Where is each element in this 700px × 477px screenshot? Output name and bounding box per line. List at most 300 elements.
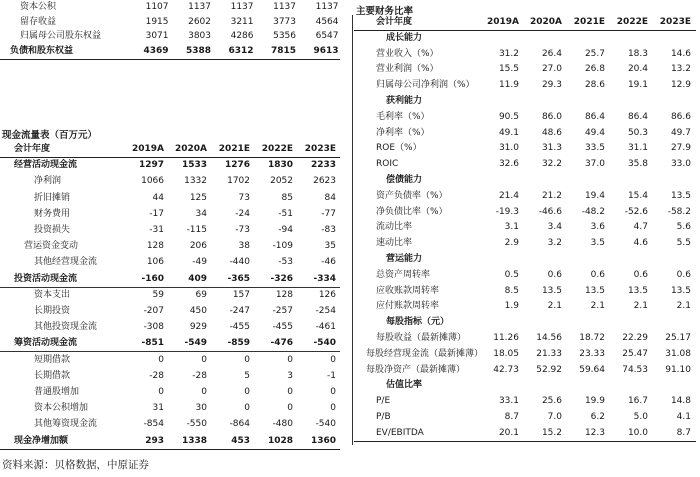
cell-value: 52.92 [536,364,562,375]
row-label: 速动比率 [376,238,413,249]
table-row [0,369,340,384]
header-year: 2022E [261,144,293,154]
table-row [0,255,340,270]
row-label: 财务费用 [34,208,71,219]
cell-value: -115 [186,225,207,235]
table-row [0,385,340,400]
table-row [354,394,696,409]
cell-value: -851 [141,338,164,349]
cell-value: 409 [188,273,207,284]
cell-value: 13.5 [670,190,691,201]
cell-value: -28 [192,370,207,381]
header-year: 2022E [616,17,648,27]
cell-value: 0 [158,354,164,365]
cell-value: -46.6 [538,206,562,217]
cell-value: 157 [232,289,250,300]
table-row [0,272,340,288]
cell-value: 0.6 [676,269,691,280]
cell-value: 0.6 [633,269,648,280]
cell-value: 5 [244,370,250,381]
cell-value: 12.9 [670,80,691,91]
cell-value: 9613 [313,45,339,56]
table-row [354,284,696,299]
cell-value: 8.7 [676,427,691,438]
cell-value: -540 [315,419,336,430]
cell-value: -52.6 [624,206,648,217]
row-label: 长期投资 [34,306,71,316]
table-row [354,426,696,442]
table-row [354,268,696,283]
ratios-table [354,15,698,445]
table-row [354,157,696,172]
cell-value: 31.3 [541,143,562,154]
row-label: 净利率（%） [376,127,430,138]
cell-value: 293 [145,435,164,446]
table-row [354,189,696,204]
header-year: 2021E [573,17,605,27]
cell-value: 3 [287,370,293,381]
cell-value: -109 [272,241,293,252]
cell-value: 0 [201,387,207,397]
ratios-title: 主要财务比率 [356,6,414,17]
row-label: 资本公积增加 [34,403,89,414]
row-label: 营运能力 [386,254,423,264]
row-label: 估值比率 [386,380,423,391]
cell-value: 1338 [181,435,207,446]
cell-value: 10.0 [627,427,648,438]
cell-value: 16.7 [627,396,648,407]
cell-value: 5.6 [676,222,691,233]
table-row [354,315,696,330]
cell-value: 4.6 [633,238,648,249]
cell-value: -17 [149,208,164,219]
cell-value: 5356 [273,31,296,41]
cell-value: 1915 [145,16,169,27]
table-row [0,304,340,319]
cell-value: 86.4 [627,111,648,122]
cell-value: 1533 [181,160,207,171]
cell-value: -247 [229,306,250,316]
row-label: 偿债能力 [386,175,423,185]
cell-value: 3.6 [590,222,605,233]
cell-value: 15.2 [541,427,562,438]
cell-value: 69 [195,289,207,300]
row-label: P/E [376,396,391,407]
cell-value: 18.3 [627,48,648,59]
row-label: 现金净增加额 [14,435,69,446]
cell-value: -58.2 [667,206,691,217]
cell-value: 1297 [138,160,164,171]
cell-value: 85 [281,192,293,203]
row-label: 其他投资现金流 [34,322,98,333]
table-row [354,31,696,46]
table-row [354,62,696,77]
cell-value: -365 [227,273,250,284]
cell-value: 32.2 [541,159,562,170]
cell-value: 25.6 [541,396,562,407]
cell-value: 2.1 [633,301,648,312]
row-label: 投资损失 [34,225,71,235]
cell-value: 4.7 [633,222,648,233]
cell-value: -53 [278,257,293,268]
cell-value: 90.5 [498,111,519,122]
cell-value: 29.3 [541,80,562,91]
cell-value: 0 [287,354,293,365]
row-label: 获利能力 [386,96,423,106]
header-year: 2019A [486,17,519,27]
cell-value: 6.2 [590,412,605,422]
header-year: 2020A [174,144,207,154]
cell-value: 128 [146,241,164,252]
table-row [354,126,696,141]
cell-value: -476 [270,338,293,349]
cell-value: 21.33 [536,348,562,359]
cell-value: 0 [330,354,336,365]
cell-value: 25.47 [622,348,648,359]
cell-value: -480 [272,419,293,430]
cell-value: 15.5 [498,64,519,75]
row-label: 净负债比率（%） [376,206,448,217]
cell-value: 126 [318,289,336,300]
table-row [0,158,340,173]
row-label: 普通股增加 [34,387,80,397]
cell-value: 4369 [143,45,169,56]
cell-value: -46 [321,257,336,268]
table-row [354,94,696,109]
row-label: 成长能力 [386,32,423,43]
row-label: 每股指标（元） [386,317,450,328]
cell-value: 5.5 [676,238,691,249]
row-label: 筹资活动现金流 [14,338,78,349]
cell-value: 25.17 [665,333,691,343]
footer-source: 资料来源：贝格数据，中原证券 [2,459,149,471]
cell-value: 0.5 [504,269,519,280]
cell-value: 125 [189,192,207,203]
cell-value: 0 [287,403,293,414]
cell-value: 35.8 [627,159,648,170]
row-label: 投资活动现金流 [14,273,78,284]
table-row [0,239,340,254]
table-row [0,44,340,60]
row-label: P/B [376,412,391,422]
cell-value: 0 [201,354,207,365]
cell-value: 4.1 [676,412,691,422]
cell-value: 20.4 [627,64,648,75]
table-row [354,252,696,267]
table-row [0,15,340,30]
row-label: 应收账款周转率 [376,285,440,296]
cell-value: 31.2 [498,48,519,59]
cell-value: -77 [321,208,336,219]
cell-value: 49.4 [584,127,605,138]
cell-value: 8.7 [504,412,519,422]
cell-value: -73 [235,225,250,235]
cell-value: 0 [287,387,293,397]
cell-value: 3.2 [547,238,562,249]
cell-value: -455 [229,322,250,333]
cell-value: 42.73 [493,364,519,375]
cell-value: -854 [143,419,164,430]
header-year: 2021E [218,144,250,154]
cell-value: 12.3 [584,427,605,438]
cell-value: 22.29 [622,333,648,343]
table-row [354,331,696,346]
cell-value: 1360 [310,435,336,446]
cell-value: 13.5 [584,285,605,296]
cell-value: -550 [186,419,207,430]
cell-value: 1028 [267,435,293,446]
row-label: 营业利润（%） [376,64,439,75]
cell-value: -326 [270,273,293,284]
cell-value: -864 [229,419,250,430]
cell-value: -83 [321,225,336,235]
cell-value: 1137 [188,2,211,12]
cell-value: 59 [152,289,164,300]
header-year: 2019A [131,144,164,154]
row-label: 应付账款周转率 [376,301,440,312]
cell-value: -254 [315,306,336,316]
table-row [0,320,340,335]
cell-value: 20.1 [498,427,519,438]
cell-value: 31.08 [665,348,691,359]
cell-value: 86.0 [541,111,562,122]
cell-value: 2.1 [590,301,605,312]
table-row [354,347,696,362]
table-row [354,410,696,425]
cell-value: 6547 [315,31,339,41]
cell-value: -461 [315,322,336,333]
row-label: 经营活动现金流 [14,160,78,171]
cell-value: 1702 [227,176,250,187]
cell-value: 31 [152,403,164,414]
row-label: 营业收入（%） [376,48,439,59]
table-row [354,236,696,251]
cell-value: 8.5 [504,285,519,296]
header-year: 2023E [659,17,691,27]
row-label: 净利润 [34,176,62,187]
row-label: 流动比率 [376,222,413,233]
cell-value: -549 [184,338,207,349]
cell-value: 13.5 [670,285,691,296]
row-label: 营运资金变动 [24,241,79,252]
cashflow-title: 现金流量表（百万元） [2,130,98,141]
table-row [0,434,340,450]
cell-value: -31 [149,225,164,235]
table-header-row [0,142,340,158]
cell-value: 13.5 [541,285,562,296]
table-row [0,401,340,416]
table-row [354,205,696,220]
cell-value: 31.0 [498,143,519,154]
cell-value: -334 [313,273,336,284]
header-year: 2020A [529,17,562,27]
cell-value: -51 [278,208,293,219]
cell-value: 73 [238,192,250,203]
cell-value: 26.4 [541,48,562,59]
row-label: 其他经营现金流 [34,257,98,268]
cashflow-table [0,142,345,446]
row-label: ROIC [376,159,399,170]
cell-value: 21.4 [498,190,519,201]
cell-value: 18.05 [493,348,519,359]
cell-value: 27.9 [670,143,691,154]
cell-value: 450 [189,306,207,316]
cell-value: 106 [146,257,164,268]
table-row [354,173,696,188]
cell-value: 84 [324,192,336,203]
row-label: 归属母公司净利润（%） [376,80,475,91]
cell-value: -455 [272,322,293,333]
cell-value: 0 [244,354,250,365]
cell-value: 3071 [145,31,169,41]
cell-value: 44 [152,192,164,203]
cell-value: 4564 [315,16,339,27]
cell-value: 33.1 [498,396,519,407]
cell-value: -540 [313,338,336,349]
cell-value: -94 [278,225,293,235]
cell-value: 13.5 [627,285,648,296]
cell-value: 1137 [273,2,296,12]
balance-sheet-tail-table [0,0,345,62]
table-row [0,191,340,206]
row-label: EV/EBITDA [376,427,424,438]
table-row [354,141,696,156]
header-label: 会计年度 [376,17,413,27]
cell-value: 23.33 [579,348,605,359]
row-label: 每股收益（最新摊薄） [376,333,467,343]
cell-value: 0.6 [547,269,562,280]
cell-value: 2233 [310,160,336,171]
row-label: 资本公积 [20,2,57,12]
cell-value: 3773 [273,16,296,27]
cell-value: 21.2 [541,190,562,201]
table-row [354,78,696,93]
row-label: 毛利率（%） [376,111,430,122]
table-row [354,378,696,393]
cell-value: 7.0 [547,412,562,422]
cell-value: 86.4 [584,111,605,122]
row-label: 资本支出 [34,289,71,300]
row-label: 每股净资产（最新摊薄） [366,364,466,375]
cell-value: 27.0 [541,64,562,75]
table-row [0,353,340,368]
cell-value: 0 [244,387,250,397]
header-label: 会计年度 [14,144,51,154]
cell-value: -19.3 [495,206,519,217]
cell-value: 49.1 [498,127,519,138]
cell-value: 7815 [270,45,296,56]
cell-value: 19.4 [584,190,605,201]
cell-value: 25.7 [584,48,605,59]
table-row [0,0,340,15]
cell-value: 2.1 [547,301,562,312]
cell-value: -308 [143,322,164,333]
cell-value: 453 [231,435,250,446]
table-row [0,174,340,189]
cell-value: -48.2 [581,206,605,217]
table-row [0,207,340,222]
divider-line [352,15,353,445]
row-label: 留存收益 [20,16,57,27]
table-row [0,29,340,44]
cell-value: 0 [330,387,336,397]
table-row [354,299,696,314]
cell-value: 0 [244,403,250,414]
table-row [354,110,696,125]
header-year: 2023E [304,144,336,154]
cell-value: 14.56 [536,333,562,343]
row-label: 其他筹资现金流 [34,419,98,430]
cell-value: 38 [238,241,250,252]
table-row [0,417,340,432]
row-label: 短期借款 [34,354,71,365]
cell-value: 33.0 [670,159,691,170]
row-label: 资产负债率（%） [376,190,448,201]
row-label: 长期借款 [34,370,71,381]
cell-value: 206 [189,241,207,252]
cell-value: 91.10 [665,364,691,375]
cell-value: 32.6 [498,159,519,170]
cell-value: 13.2 [670,64,691,75]
cell-value: 18.72 [579,333,605,343]
cell-value: 50.3 [627,127,648,138]
cell-value: 19.9 [584,396,605,407]
cell-value: 31.1 [627,143,648,154]
cell-value: 2.1 [676,301,691,312]
cell-value: 49.7 [670,127,691,138]
cell-value: 2.9 [504,238,519,249]
cell-value: 6312 [228,45,254,56]
cell-value: 86.6 [670,111,691,122]
row-label: ROE（%） [376,143,422,154]
cell-value: 11.26 [493,333,519,343]
cell-value: 30 [195,403,207,414]
table-row [0,288,340,303]
table-row [354,220,696,235]
cell-value: 1107 [145,2,169,12]
cell-value: 59.64 [579,364,605,375]
cell-value: 15.4 [627,190,648,201]
cell-value: 48.6 [541,127,562,138]
row-label: 负债和股东权益 [10,45,74,56]
cell-value: 0.6 [590,269,605,280]
cell-value: 1066 [141,176,164,187]
cell-value: 19.1 [627,80,648,91]
cell-value: 2052 [270,176,293,187]
cell-value: 26.8 [584,64,605,75]
cell-value: 11.9 [498,80,519,91]
cell-value: -859 [227,338,250,349]
cell-value: 1.9 [504,301,519,312]
cell-value: -24 [235,208,250,219]
cell-value: 14.8 [670,396,691,407]
cell-value: -207 [143,306,164,316]
table-row [0,223,340,238]
cell-value: 3.1 [504,222,519,233]
cell-value: 37.0 [584,159,605,170]
cell-value: 128 [275,289,293,300]
cell-value: 3803 [188,31,211,41]
row-label: 总资产周转率 [376,269,431,280]
cell-value: 34 [195,208,207,219]
cell-value: -160 [141,273,164,284]
cell-value: 1332 [184,176,207,187]
table-row [0,336,340,352]
row-label: 折旧摊销 [34,192,71,203]
cell-value: 929 [189,322,207,333]
cell-value: 14.6 [670,48,691,59]
cell-value: 5388 [185,45,211,56]
